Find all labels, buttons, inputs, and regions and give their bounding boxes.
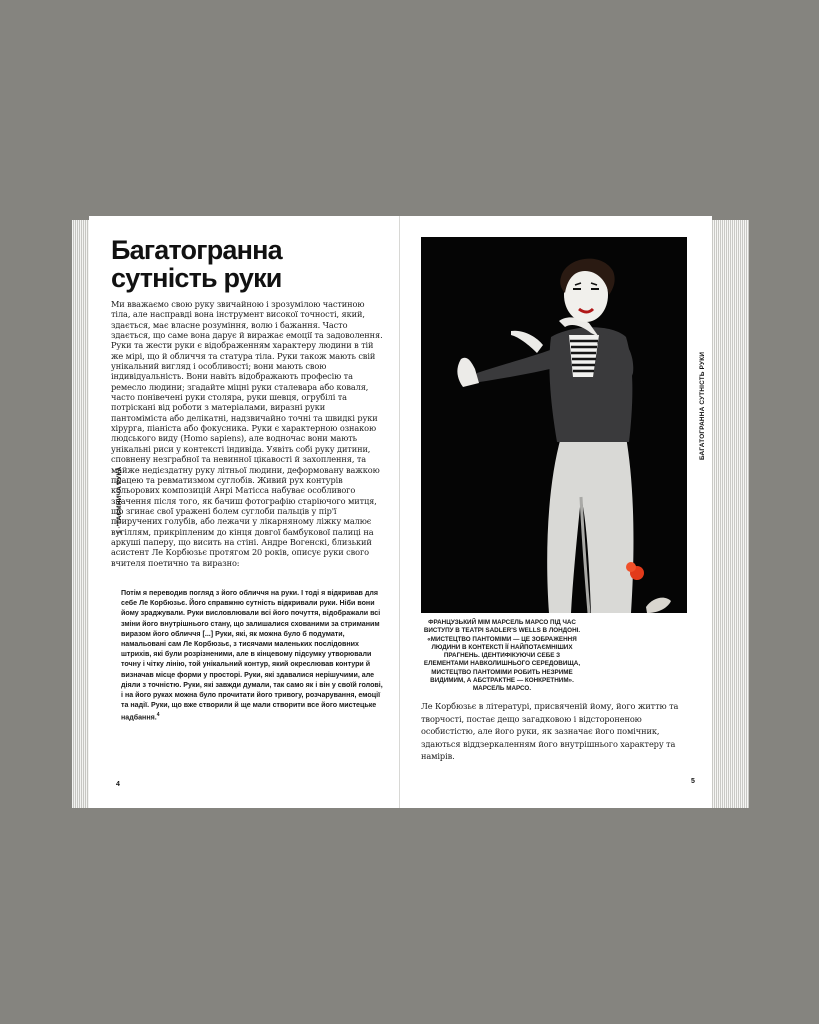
mime-photo [421, 237, 687, 613]
mime-illustration [421, 237, 687, 613]
photo-caption: ФРАНЦУЗЬКИЙ МІМ МАРСЕЛЬ МАРСО ПІД ЧАС ВИСТУПУ В ТЕАТРІ SADLER'S WELLS В ЛОНДОНІ. «МИСТЕЦТВО ПАНТОМІМИ — ЦЕ ЗОБРАЖЕННЯ ЛЮДИНИ В КОНТЕКСТІ ЇЇ НАЙПОТАЄМНІШИХ ПРАГНЕНЬ. ІДЕНТИФІКУЮЧИ СЕБЕ З ЕЛЕМЕНТАМИ НАВКОЛИШНЬОГО СЕРЕДОВИЩА, МИСТЕЦТВО ПАНТОМІМИ РОБИТЬ НЕЗРИМЕ ВИДИМИМ, А АБСТРАКТНЕ — КОНКРЕТНИМ». МАРСЕЛЬ МАРСО. [423, 619, 581, 693]
left-page [89, 216, 399, 808]
running-header-right: БАГАТОГРАННА СУТНІСТЬ РУКИ [699, 351, 706, 460]
page-number-right: 5 [691, 778, 695, 785]
page-edges-left [72, 220, 90, 808]
page-number-left: 4 [116, 781, 120, 788]
body-text-left: Ми вважаємо свою руку звичайною і зрозумілою частиною тіла, але насправді вона інструмент високої точності, який, здається, має власне розуміння, волю і бажання. Часто здається, що саме вона дарує й виражає емоції та задоволення. Руки та жести руки є відображенням характеру людини в тій же мірі, що й обличчя та статура тіла. Руки також мають свій унікальний вигляд і особливості; вони мають свою індивідуальність. Вони навіть відображають професію та ремесло людини; згадайте міцні руки сталевара або коваля, часто понівечені руки столяра, руки шевця, огрубілі та потріскані від роботи з матеріалами, виразні руки пантоміміста або делікатні, надзвичайно точні та швидкі руки хірурга, піаніста або фокусника. Руки є характерною ознакою людського виду (Homo sapiens), але водночас вони мають унікальні риси у контексті індивіда. Уявіть собі руку дитини, сповнену незграбної та невинної цікавості й захоплення, та майже недієздатну руку літньої людини, деформовану важкою працею та ревматизмом суглобів. Живий рух контурів кольорових композицій Анрі Матісса набуває особливого значення після того, як бачиш фотографію старіючого митця, що згинає свої уражені болем суглоби пальців у пір'ї приручених голубів, або лежачи у лікарняному ліжку малює вугіллям, прикріпленим до кінця довгої бамбукової палиці на аркуші паперу, що висить на стіні. Андре Вогенскі, близький асистент Ле Корбюзьє протягом 20 років, описує руки свого вчителя поетично та виразно: [111, 299, 383, 568]
footnote-marker: 4 [156, 712, 160, 719]
body-text-right: Ле Корбюзьє в літературі, присвяченій йому, його життю та творчості, постає дещо загадковою і відстороненою особистістю, але його руки, як зазначає його помічник, здаються віддзеркаленням його внутрішнього характеру та намірів. [421, 701, 679, 762]
right-page [399, 216, 712, 808]
page-edges-right [711, 220, 749, 808]
running-header-left: 1 · ТАЄМНИЧА РУКА [116, 466, 123, 534]
block-quote [121, 588, 383, 723]
open-book [72, 216, 749, 808]
page-title: Багатогранна сутність руки [111, 235, 282, 293]
quote-text: Потім я переводив погляд з його обличчя на руки. І тоді я відкривав для себе Ле Корбюзьє. Його справжню сутність відкривали руки. Ніби вони йому зраджували. Руки висловлювали всі його почуття, відображали всі зміни його внутрішнього стану, що залишалися схованими за стриманим виразом його обличчя [...] Руки, які, як можна було б подумати, намальовані сам Ле Корбюзьє, з тисячами маленьких послідовних штрихів, які були розрізненими, але в кінцевому підсумку утворювали точну і чітку лінію, той унікальний контур, який окреслював контури й визначав місце форми у просторі. Руки, які здавалися нерішучими, але діяли з точністю. Руки, які завжди думали, так само як і він у своїй голові, і на його руках можна було прочитати його тривогу, розчарування, емоції та надії. Руки, що вже створили й ще мали створити все його мистецьке надбання. [121, 589, 383, 722]
